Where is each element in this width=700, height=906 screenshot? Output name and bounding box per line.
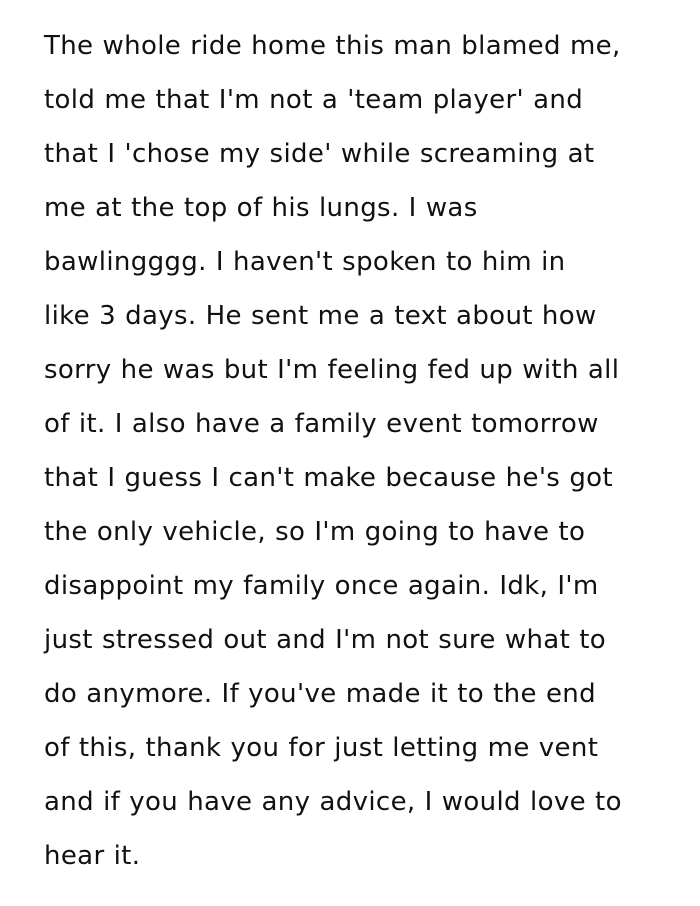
post-text-line: disappoint my family once again. Idk, I'm <box>44 571 599 601</box>
post-text-line: told me that I'm not a 'team player' and <box>44 85 584 115</box>
post-text-line: the only vehicle, so I'm going to have to <box>44 517 586 547</box>
post-text-line: of this, thank you for just letting me vent <box>44 733 599 763</box>
post-text-line: The whole ride home this man blamed me, <box>44 31 621 61</box>
post-text-line: of it. I also have a family event tomorrow <box>44 409 599 439</box>
post-text-line: me at the top of his lungs. I was <box>44 193 478 223</box>
post-text-line: like 3 days. He sent me a text about how <box>44 301 597 331</box>
post-text-line: that I 'chose my side' while screaming at <box>44 139 595 169</box>
post-text-line: hear it. <box>44 841 141 871</box>
post-text-line: do anymore. If you've made it to the end <box>44 679 596 709</box>
post-text-line: sorry he was but I'm feeling fed up with all <box>44 355 620 385</box>
post-text-line: that I guess I can't make because he's got <box>44 463 613 493</box>
post-text-line: bawlingggg. I haven't spoken to him in <box>44 247 566 277</box>
post-text-line: and if you have any advice, I would love to <box>44 787 622 817</box>
post-text-line: just stressed out and I'm not sure what to <box>44 625 607 655</box>
post-text <box>44 19 684 883</box>
